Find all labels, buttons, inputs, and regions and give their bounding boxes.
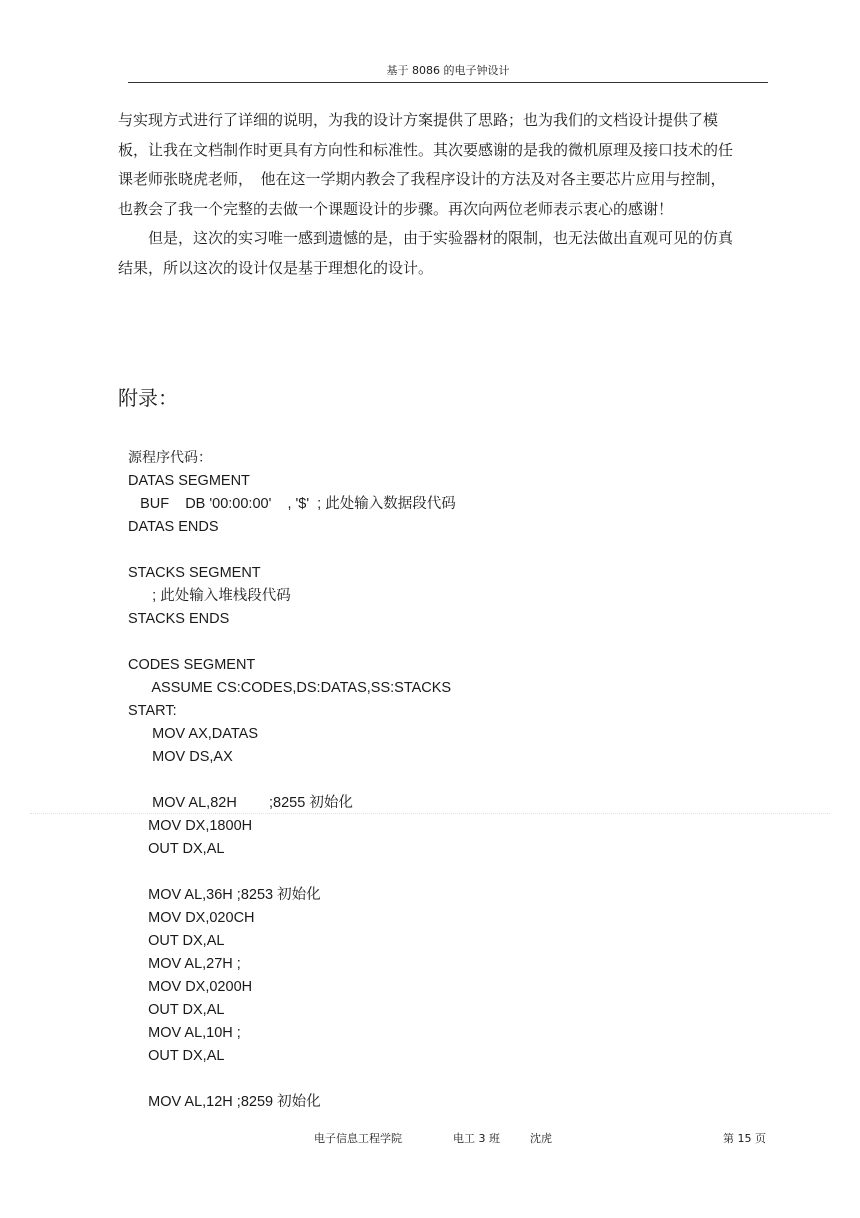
code-line: MOV AL,10H ; [128, 1025, 241, 1041]
code-line [128, 769, 456, 792]
code-line: STACKS SEGMENT [128, 565, 261, 581]
code-line: START: [128, 703, 177, 719]
footer-page-number: 第 15 页 [723, 1132, 766, 1145]
code-line: MOV AL,27H ; [128, 956, 241, 972]
code-line: MOV DX,0200H [128, 979, 253, 995]
code-line: OUT DX,AL [128, 1048, 225, 1064]
code-line: MOV AL,36H ;8253 初始化 [128, 887, 321, 903]
code-line: CODES SEGMENT [128, 657, 256, 673]
code-line: 源程序代码： [128, 450, 212, 466]
code-line: STACKS ENDS [128, 611, 230, 627]
code-line: ; 此处输入堆栈段代码 [128, 588, 291, 604]
footer-author: 沈虎 [530, 1132, 552, 1145]
source-code-block [128, 447, 456, 1114]
code-line: DATAS ENDS [128, 519, 219, 535]
code-line: OUT DX,AL [128, 841, 225, 857]
paragraph-1: 与实现方式进行了详细的说明，为我的设计方案提供了思路；也为我们的文档设计提供了模板，让我在文档制作时更具有方向性和标准性。其次要感谢的是我的微机原理及接口技术的任课老师张晓虎老师， 他在这一学期内教会了我程序设计的方法及对各主要芯片应用与控制，也教会了我一个完整的去做一个课题设计的步骤。再次向两位老师表示衷心的感谢！ [118, 111, 734, 218]
code-line: OUT DX,AL [128, 1002, 225, 1018]
code-line: BUF DB '00:00:00' , '$' ; 此处输入数据段代码 [128, 496, 456, 512]
code-line: ASSUME CS:CODES,DS:DATAS,SS:STACKS [128, 680, 452, 696]
code-line: DATAS SEGMENT [128, 473, 250, 489]
code-line [128, 861, 456, 884]
dotted-divider [30, 813, 830, 814]
header-divider [128, 82, 768, 83]
appendix-heading: 附录： [118, 386, 178, 410]
code-line [128, 1068, 456, 1091]
code-line: MOV DX,1800H [128, 818, 253, 834]
acknowledgement-paragraph [118, 106, 740, 283]
code-line: MOV AL,12H ;8259 初始化 [128, 1094, 321, 1110]
code-line: MOV DS,AX [128, 749, 233, 765]
code-line [128, 631, 456, 654]
code-line: MOV AL,82H ;8255 初始化 [128, 795, 353, 811]
code-line: OUT DX,AL [128, 933, 225, 949]
code-line: MOV DX,020CH [128, 910, 255, 926]
footer-class: 电工 3 班 [453, 1132, 500, 1145]
page-header: 基于 8086 的电子钟设计 [386, 64, 510, 77]
code-line [128, 539, 456, 562]
code-line: MOV AX,DATAS [128, 726, 258, 742]
paragraph-2: 但是，这次的实习唯一感到遗憾的是，由于实验器材的限制，也无法做出直观可见的仿真结果，所以这次的设计仅是基于理想化的设计。 [118, 229, 734, 277]
footer-college: 电子信息工程学院 [314, 1132, 402, 1145]
